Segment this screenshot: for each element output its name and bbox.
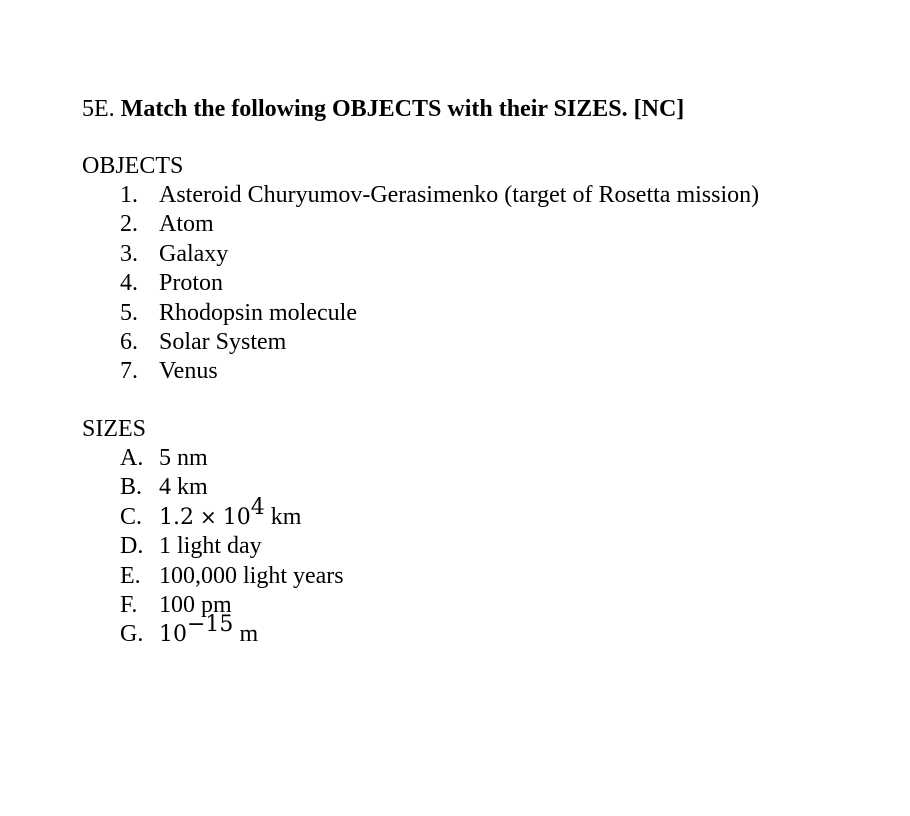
size-exponent: 4 bbox=[250, 494, 265, 520]
list-marker: B. bbox=[120, 474, 143, 501]
list-marker: 1. bbox=[120, 182, 138, 208]
times-symbol: × bbox=[200, 504, 217, 529]
size-text: 100 pm bbox=[159, 591, 232, 618]
list-marker: 6. bbox=[120, 328, 138, 355]
list-marker: 2. bbox=[120, 211, 138, 238]
list-marker: C. bbox=[120, 503, 143, 530]
question-title bbox=[82, 94, 684, 124]
size-text bbox=[159, 612, 259, 649]
sizes-heading: SIZES bbox=[82, 416, 147, 442]
object-text: Solar System bbox=[159, 328, 287, 355]
list-marker: D. bbox=[120, 533, 144, 560]
size-base: 10 bbox=[159, 622, 187, 648]
size-mantissa: 1.2 bbox=[159, 504, 194, 530]
object-text: Proton bbox=[159, 270, 224, 297]
object-text: Asteroid Churyumov-Gerasimenko (target of Rosetta mission) bbox=[159, 182, 760, 208]
size-text: 1 light day bbox=[159, 533, 262, 560]
object-text: Rhodopsin molecule bbox=[159, 299, 357, 326]
size-unit: km bbox=[270, 503, 302, 530]
list-marker: E. bbox=[120, 562, 141, 589]
size-text: 100,000 light years bbox=[159, 562, 344, 589]
list-marker: A. bbox=[120, 445, 144, 471]
list-marker: 4. bbox=[120, 270, 138, 297]
list-marker: G. bbox=[120, 621, 144, 648]
size-text bbox=[159, 494, 302, 532]
size-unit: m bbox=[239, 621, 259, 648]
object-text: Atom bbox=[159, 211, 214, 238]
list-marker: 7. bbox=[120, 358, 138, 385]
question-text: Match the following OBJECTS with their SIZES. [NC] bbox=[120, 96, 685, 122]
list-marker: F. bbox=[120, 591, 138, 618]
list-marker: 5. bbox=[120, 299, 138, 326]
list-marker: 3. bbox=[120, 240, 138, 267]
size-text: 5 nm bbox=[159, 445, 208, 471]
size-base: 10 bbox=[222, 504, 251, 530]
objects-heading: OBJECTS bbox=[82, 153, 184, 179]
size-text: 4 km bbox=[159, 474, 208, 501]
object-text: Venus bbox=[159, 358, 218, 385]
size-exponent: −15 bbox=[187, 612, 234, 638]
question-number: 5E. bbox=[82, 96, 115, 122]
object-text: Galaxy bbox=[159, 240, 229, 267]
